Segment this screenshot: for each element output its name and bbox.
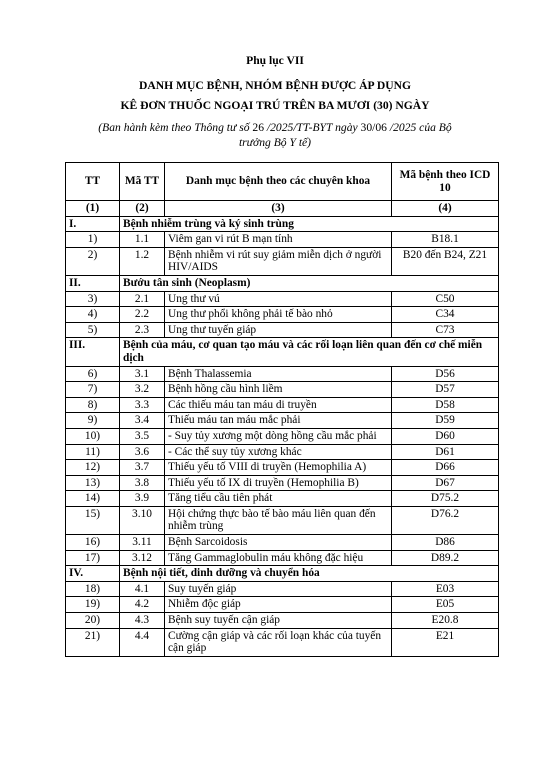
- subtitle: [90, 120, 460, 150]
- table-row: [66, 397, 499, 413]
- row-icd-code: E20.8: [392, 613, 499, 629]
- row-ma-tt: 3.11: [120, 535, 165, 551]
- header-disease: Danh mục bệnh theo các chuyên khoa: [165, 163, 392, 201]
- row-icd-code: D56: [392, 366, 499, 382]
- row-icd-code: E05: [392, 597, 499, 613]
- row-disease-name: Bệnh nhiễm vi rút suy giảm miễn dịch ở người HIV/AIDS: [165, 247, 392, 275]
- row-tt: 2): [66, 247, 120, 275]
- row-tt: 14): [66, 491, 120, 507]
- row-disease-name: Viêm gan vi rút B mạn tính: [165, 232, 392, 248]
- row-icd-code: D66: [392, 460, 499, 476]
- row-disease-name: Cường cận giáp và các rối loạn khác của tuyến cận giáp: [165, 628, 392, 656]
- row-icd-code: D89.2: [392, 550, 499, 566]
- row-ma-tt: 3.2: [120, 382, 165, 398]
- row-ma-tt: 4.4: [120, 628, 165, 656]
- row-disease-name: Tăng Gammaglobulin máu không đặc hiệu: [165, 550, 392, 566]
- table-row: [66, 535, 499, 551]
- index-3: (3): [165, 201, 392, 217]
- table-row: [66, 475, 499, 491]
- table-row: [66, 491, 499, 507]
- row-icd-code: D76.2: [392, 506, 499, 534]
- row-tt: 13): [66, 475, 120, 491]
- disease-table: [65, 162, 499, 657]
- section-title: Bệnh nội tiết, dinh dưỡng và chuyển hóa: [120, 566, 499, 582]
- row-tt: 17): [66, 550, 120, 566]
- subtitle-part-a: (Ban hành kèm theo Thông tư số: [98, 121, 253, 134]
- table-row: [66, 428, 499, 444]
- row-icd-code: C34: [392, 307, 499, 323]
- row-ma-tt: 3.7: [120, 460, 165, 476]
- section-number: III.: [66, 338, 120, 366]
- row-ma-tt: 4.1: [120, 581, 165, 597]
- row-disease-name: Suy tuyến giáp: [165, 581, 392, 597]
- row-disease-name: Nhiễm độc giáp: [165, 597, 392, 613]
- row-tt: 15): [66, 506, 120, 534]
- table-row: [66, 628, 499, 656]
- table-row: [66, 366, 499, 382]
- row-icd-code: D75.2: [392, 491, 499, 507]
- row-disease-name: Ung thư tuyến giáp: [165, 322, 392, 338]
- table-header-row: [66, 163, 499, 201]
- row-icd-code: C50: [392, 291, 499, 307]
- table-row: [66, 597, 499, 613]
- row-disease-name: - Các thể suy tủy xương khác: [165, 444, 392, 460]
- row-ma-tt: 3.3: [120, 397, 165, 413]
- row-ma-tt: 4.3: [120, 613, 165, 629]
- row-icd-code: B18.1: [392, 232, 499, 248]
- row-tt: 20): [66, 613, 120, 629]
- row-tt: 6): [66, 366, 120, 382]
- row-disease-name: Bệnh Sarcoidosis: [165, 535, 392, 551]
- row-disease-name: Thiếu yếu tố IX di truyền (Hemophilia B): [165, 475, 392, 491]
- index-1: (1): [66, 201, 120, 217]
- index-2: (2): [120, 201, 165, 217]
- row-ma-tt: 2.3: [120, 322, 165, 338]
- row-tt: 18): [66, 581, 120, 597]
- title-line-1: DANH MỤC BỆNH, NHÓM BỆNH ĐƯỢC ÁP DỤNG: [138, 79, 412, 92]
- section-row: [66, 275, 499, 291]
- section-row: [66, 216, 499, 232]
- row-ma-tt: 4.2: [120, 597, 165, 613]
- row-ma-tt: 1.1: [120, 232, 165, 248]
- row-icd-code: D57: [392, 382, 499, 398]
- table-index-row: [66, 201, 499, 217]
- table-row: [66, 291, 499, 307]
- row-tt: 5): [66, 322, 120, 338]
- section-row: [66, 338, 499, 366]
- row-ma-tt: 3.4: [120, 413, 165, 429]
- row-tt: 8): [66, 397, 120, 413]
- table-row: [66, 307, 499, 323]
- table-row: [66, 581, 499, 597]
- row-disease-name: Ung thư vú: [165, 291, 392, 307]
- row-disease-name: Các thiếu máu tan máu di truyền: [165, 397, 392, 413]
- table-row: [66, 444, 499, 460]
- row-disease-name: Bệnh hồng cầu hình liềm: [165, 382, 392, 398]
- table-row: [66, 613, 499, 629]
- row-icd-code: D61: [392, 444, 499, 460]
- row-disease-name: Bệnh Thalassemia: [165, 366, 392, 382]
- section-title: Bệnh nhiễm trùng và ký sinh trùng: [120, 216, 499, 232]
- row-ma-tt: 2.1: [120, 291, 165, 307]
- table-row: [66, 413, 499, 429]
- row-disease-name: Bệnh suy tuyến cận giáp: [165, 613, 392, 629]
- row-ma-tt: 3.8: [120, 475, 165, 491]
- row-tt: 1): [66, 232, 120, 248]
- section-number: II.: [66, 275, 120, 291]
- row-icd-code: D60: [392, 428, 499, 444]
- row-tt: 9): [66, 413, 120, 429]
- row-disease-name: Hội chứng thực bào tế bào máu liên quan đến nhiễm trùng: [165, 506, 392, 534]
- row-tt: 19): [66, 597, 120, 613]
- section-number: IV.: [66, 566, 120, 582]
- header-tt: TT: [66, 163, 120, 201]
- row-icd-code: D58: [392, 397, 499, 413]
- row-tt: 4): [66, 307, 120, 323]
- row-ma-tt: 3.1: [120, 366, 165, 382]
- issue-date: 30/06: [360, 121, 387, 134]
- title-line-2: KÊ ĐƠN THUỐC NGOẠI TRÚ TRÊN BA MƯƠI (30) NGÀY: [120, 99, 430, 112]
- row-ma-tt: 3.5: [120, 428, 165, 444]
- row-tt: 12): [66, 460, 120, 476]
- section-title: Bệnh của máu, cơ quan tạo máu và các rối loạn liên quan đến cơ chế miễn dịch: [120, 338, 499, 366]
- subtitle-part-c: /2025 của Bộ trưởng Bộ Y tế): [238, 121, 452, 149]
- row-tt: 7): [66, 382, 120, 398]
- table-row: [66, 322, 499, 338]
- header-icd: Mã bệnh theo ICD 10: [392, 163, 499, 201]
- row-icd-code: B20 đến B24, Z21: [392, 247, 499, 275]
- row-disease-name: Thiếu yếu tố VIII di truyền (Hemophilia A): [165, 460, 392, 476]
- row-ma-tt: 3.12: [120, 550, 165, 566]
- row-disease-name: Thiếu máu tan máu mắc phải: [165, 413, 392, 429]
- row-disease-name: Ung thư phổi không phải tế bào nhỏ: [165, 307, 392, 323]
- subtitle-part-b: /2025/TT-BYT ngày: [264, 121, 361, 134]
- row-ma-tt: 3.10: [120, 506, 165, 534]
- row-tt: 10): [66, 428, 120, 444]
- row-icd-code: C73: [392, 322, 499, 338]
- header-ma-tt: Mã TT: [120, 163, 165, 201]
- section-row: [66, 566, 499, 582]
- table-row: [66, 247, 499, 275]
- table-row: [66, 232, 499, 248]
- row-tt: 21): [66, 628, 120, 656]
- row-ma-tt: 2.2: [120, 307, 165, 323]
- section-title: Bướu tân sinh (Neoplasm): [120, 275, 499, 291]
- index-4: (4): [392, 201, 499, 217]
- row-tt: 3): [66, 291, 120, 307]
- table-row: [66, 460, 499, 476]
- circular-number: 26: [252, 121, 265, 134]
- row-ma-tt: 3.9: [120, 491, 165, 507]
- row-tt: 16): [66, 535, 120, 551]
- row-tt: 11): [66, 444, 120, 460]
- row-icd-code: D86: [392, 535, 499, 551]
- row-icd-code: E21: [392, 628, 499, 656]
- row-icd-code: D67: [392, 475, 499, 491]
- table-row: [66, 506, 499, 534]
- table-row: [66, 550, 499, 566]
- section-number: I.: [66, 216, 120, 232]
- row-ma-tt: 1.2: [120, 247, 165, 275]
- table-row: [66, 382, 499, 398]
- row-ma-tt: 3.6: [120, 444, 165, 460]
- row-disease-name: - Suy tủy xương một dòng hồng cầu mắc phải: [165, 428, 392, 444]
- row-disease-name: Tăng tiểu cầu tiên phát: [165, 491, 392, 507]
- row-icd-code: D59: [392, 413, 499, 429]
- appendix-label: Phụ lục VII: [246, 54, 304, 67]
- row-icd-code: E03: [392, 581, 499, 597]
